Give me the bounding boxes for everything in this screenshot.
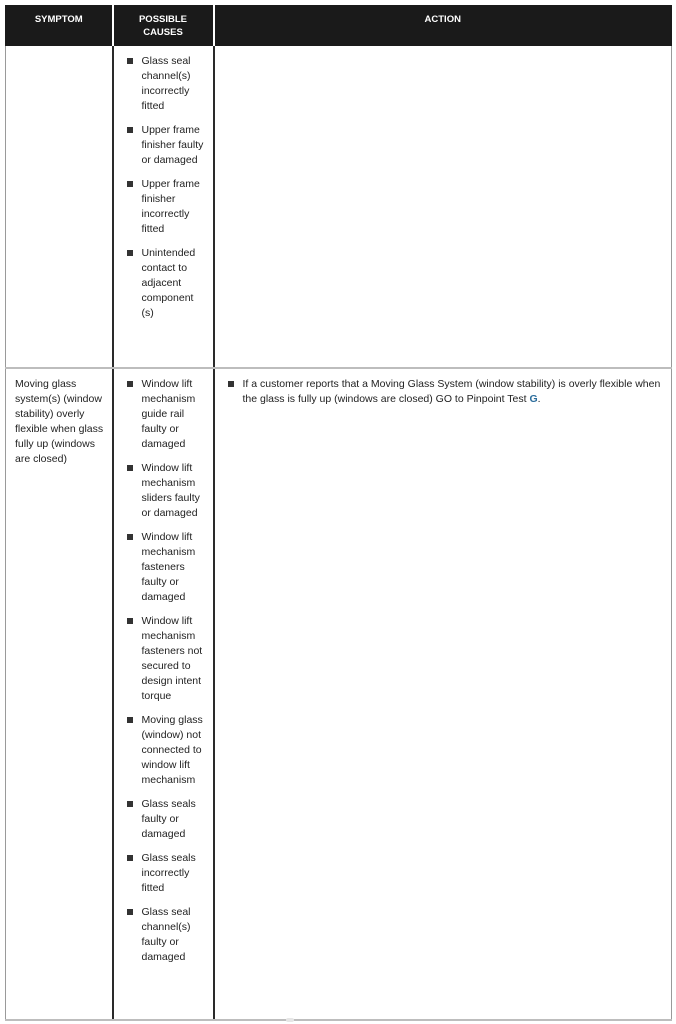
action-cell bbox=[214, 46, 672, 368]
list-item: Glass seals faulty or damaged bbox=[114, 797, 209, 842]
square-bullet-icon bbox=[127, 534, 133, 540]
table-row bbox=[6, 46, 672, 368]
square-bullet-icon bbox=[127, 465, 133, 471]
square-bullet-icon bbox=[127, 909, 133, 915]
action-suffix: . bbox=[537, 392, 541, 405]
causes-list bbox=[114, 377, 209, 965]
list-item: Window lift mechanism guide rail faulty or damaged bbox=[114, 377, 209, 452]
list-item: Glass seal channel(s) faulty or damaged bbox=[114, 905, 209, 965]
causes-list bbox=[114, 54, 209, 321]
causes-cell bbox=[113, 368, 214, 1020]
square-bullet-icon bbox=[127, 855, 133, 861]
header-symptom: SYMPTOM bbox=[6, 6, 113, 46]
scan-mark bbox=[286, 1018, 294, 1022]
list-item: Glass seal channel(s) incorrectly fitted bbox=[114, 54, 209, 114]
pinpoint-test-g-link[interactable]: G bbox=[529, 392, 538, 405]
square-bullet-icon bbox=[127, 381, 133, 387]
list-item: Window lift mechanism sliders faulty or damaged bbox=[114, 461, 209, 521]
diagnostic-table bbox=[5, 5, 672, 1021]
square-bullet-icon bbox=[127, 801, 133, 807]
list-item: Upper frame finisher faulty or damaged bbox=[114, 123, 209, 168]
causes-cell bbox=[113, 46, 214, 368]
square-bullet-icon bbox=[127, 717, 133, 723]
header-action: ACTION bbox=[214, 6, 672, 46]
square-bullet-icon bbox=[228, 381, 234, 387]
list-item: Unintended contact to adjacent component (s) bbox=[114, 246, 209, 321]
square-bullet-icon bbox=[127, 250, 133, 256]
table-row bbox=[6, 368, 672, 1020]
list-item: Window lift mechanism fasteners faulty or damaged bbox=[114, 530, 209, 605]
list-item bbox=[227, 377, 662, 407]
symptom-cell: Moving glass system(s) (window stability) overly flexible when glass fully up (windows are closed) bbox=[6, 368, 113, 1020]
header-causes-line1: POSSIBLE bbox=[138, 14, 188, 25]
square-bullet-icon bbox=[127, 181, 133, 187]
table-header-row bbox=[6, 6, 672, 46]
list-item: Glass seals incorrectly fitted bbox=[114, 851, 209, 896]
list-item: Moving glass (window) not connected to window lift mechanism bbox=[114, 713, 209, 788]
list-item: Window lift mechanism fasteners not secured to design intent torque bbox=[114, 614, 209, 704]
square-bullet-icon bbox=[127, 58, 133, 64]
action-list bbox=[227, 377, 662, 407]
square-bullet-icon bbox=[127, 127, 133, 133]
symptom-cell bbox=[6, 46, 113, 368]
action-text: If a customer reports that a Moving Glass System (window stability) is overly flexible when the glass is fully up (windows are closed) GO to Pinpoint Test bbox=[242, 377, 661, 405]
header-possible-causes bbox=[113, 6, 214, 46]
list-item: Upper frame finisher incorrectly fitted bbox=[114, 177, 209, 237]
header-causes-line2: CAUSES bbox=[143, 27, 183, 38]
square-bullet-icon bbox=[127, 618, 133, 624]
action-cell bbox=[214, 368, 672, 1020]
